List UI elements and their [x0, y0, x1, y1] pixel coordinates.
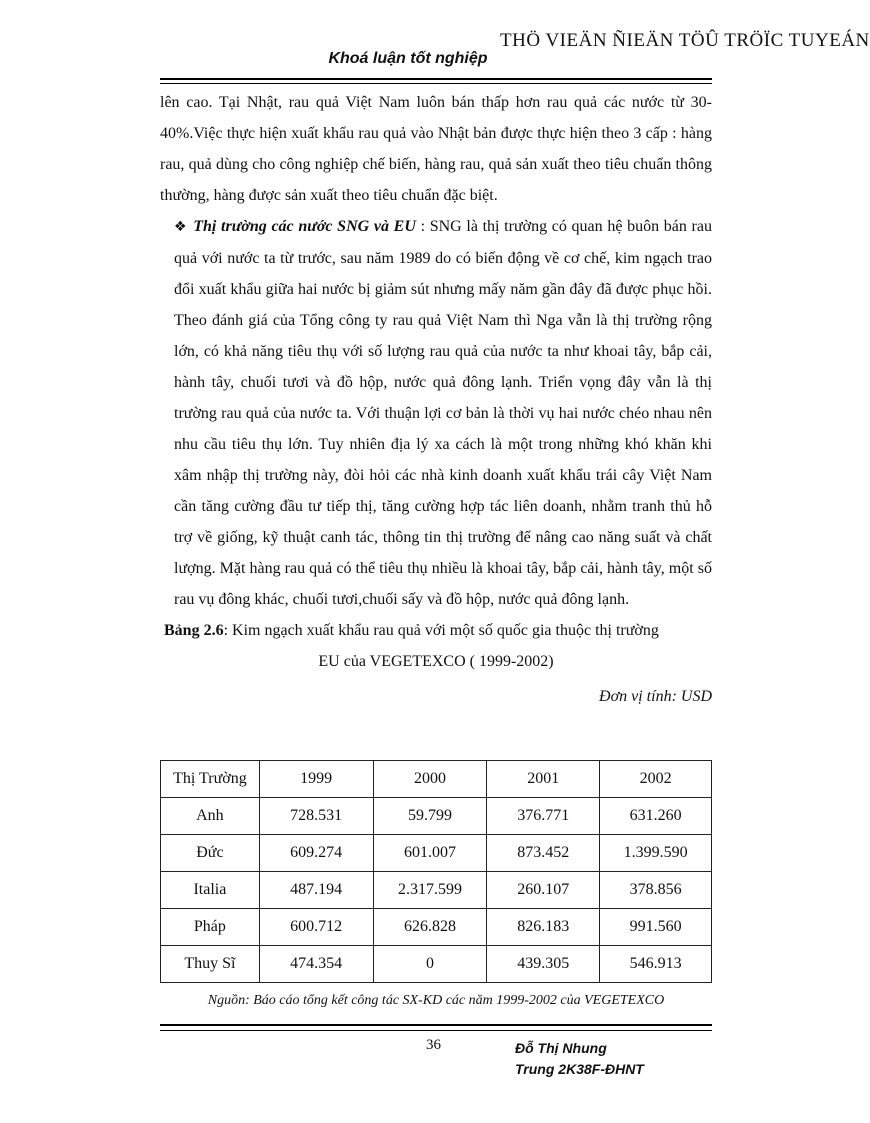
page-content: [160, 87, 712, 712]
table-cell: 59.799: [373, 798, 487, 835]
footer-rule-thick: [160, 1024, 712, 1026]
table-cell: 378.856: [600, 872, 712, 909]
table-unit: Đơn vị tính: USD: [599, 688, 712, 705]
table-header-cell: 2000: [373, 761, 487, 798]
bullet-text: : SNG là thị trường có quan hệ buôn bán rau quả với nước ta từ trước, sau năm 1989 do có biến động về cơ chế, kim ngạch trao đổi xuất khẩu giữa hai nước bị giảm sút nhưng mấy năm gần đây đã được phục hồi. Theo đánh giá của Tổng công ty rau quả Việt Nam thì Nga vẫn là thị trường rộng lớn, có khả năng tiêu thụ với số lượng rau quả của nước ta như khoai tây, bắp cải, hành tây, chuối tươi và đồ hộp, nước quả đông lạnh. Triển vọng đây vẫn là thị trường rau quả của nước ta. Với thuận lợi cơ bản là thời vụ hai nước chéo nhau nên nhu cầu tiêu thụ lớn. Tuy nhiên địa lý xa cách là một trong những khó khăn khi xâm nhập thị trường này, đòi hỏi các nhà kinh doanh xuất khẩu trái cây Việt Nam cần tăng cường đầu tư tiếp thị, tăng cường hợp tác liên doanh, nhằm tranh thủ hỗ trợ về giống, kỹ thuật canh tác, thông tin thị trường để nâng cao năng suất và chất lượng. Mặt hàng rau quả có thể tiêu thụ nhiều là khoai tây, bắp cải, hành tây, một số rau vụ đông khác, chuối tươi,chuối sấy và đồ hộp, nước quả đông lạnh.: [174, 218, 712, 608]
table-cell: 1.399.590: [600, 835, 712, 872]
table-cell: 601.007: [373, 835, 487, 872]
table-cell: 474.354: [259, 946, 373, 983]
table-row: [161, 909, 712, 946]
paragraph-2: [160, 211, 712, 615]
table-cell: 0: [373, 946, 487, 983]
table-cell: 991.560: [600, 909, 712, 946]
author-class: Trung 2K38F-ĐHNT: [515, 1061, 644, 1077]
table-cell: 260.107: [487, 872, 600, 909]
table-caption-line2: EU của VEGETEXCO ( 1999-2002): [318, 653, 554, 670]
table-header-cell: 1999: [259, 761, 373, 798]
table-row: [161, 946, 712, 983]
table-caption-label: Bảng 2.6: [164, 622, 224, 639]
table-cell: 2.317.599: [373, 872, 487, 909]
bullet-heading: Thị trường các nước SNG và EU: [193, 218, 416, 235]
table-cell: 487.194: [259, 872, 373, 909]
table-caption-text: : Kim ngạch xuất khẩu rau quả với một số quốc gia thuộc thị trường: [223, 622, 659, 639]
table-cell: 376.771: [487, 798, 600, 835]
table-cell: 626.828: [373, 909, 487, 946]
watermark-text: THÖ VIEÄN ÑIEÄN TÖÛ TRÖÏC TUYEÁN: [500, 30, 870, 51]
table-header-cell: Thị Trường: [161, 761, 260, 798]
table-row: [161, 872, 712, 909]
table-cell: 546.913: [600, 946, 712, 983]
table-cell: 439.305: [487, 946, 600, 983]
table-cell: 631.260: [600, 798, 712, 835]
table-cell: 609.274: [259, 835, 373, 872]
table-cell: Italia: [161, 872, 260, 909]
header-rule-thick: [160, 78, 712, 80]
header-rule-thin: [160, 83, 712, 84]
table-header-cell: 2001: [487, 761, 600, 798]
table-cell: Đức: [161, 835, 260, 872]
table-cell: 728.531: [259, 798, 373, 835]
table-cell: Anh: [161, 798, 260, 835]
author-block: [515, 1038, 644, 1080]
paragraph-1: lên cao. Tại Nhật, rau quả Việt Nam luôn bán thấp hơn rau quả các nước từ 30-40%.Việc thực hiện xuất khẩu rau quả vào Nhật bản được thực hiện theo 3 cấp : hàng rau, quả dùng cho công nghiệp chế biến, hàng rau, quả sản xuất theo tiêu chuẩn thông thường, hàng được sản xuất theo tiêu chuẩn đặc biệt.: [160, 94, 712, 204]
page-number: 36: [426, 1037, 441, 1053]
table-cell: Thuy Sĩ: [161, 946, 260, 983]
table-cell: 873.452: [487, 835, 600, 872]
footer-rule-thin: [160, 1030, 712, 1031]
table-cell: 826.183: [487, 909, 600, 946]
table-row: [161, 798, 712, 835]
table-cell: 600.712: [259, 909, 373, 946]
table-row: [161, 835, 712, 872]
table-cell: Pháp: [161, 909, 260, 946]
table-header-row: [161, 761, 712, 798]
table-header-cell: 2002: [600, 761, 712, 798]
header-title: Khoá luận tốt nghiệp: [328, 50, 488, 67]
table-source: Nguồn: Báo cáo tổng kết công tác SX-KD các năm 1999-2002 của VEGETEXCO: [207, 993, 665, 1008]
table-caption: [160, 615, 712, 646]
export-table: [160, 760, 712, 983]
diamond-bullet-icon: ❖: [174, 219, 188, 235]
author-name: Đỗ Thị Nhung: [515, 1040, 607, 1056]
